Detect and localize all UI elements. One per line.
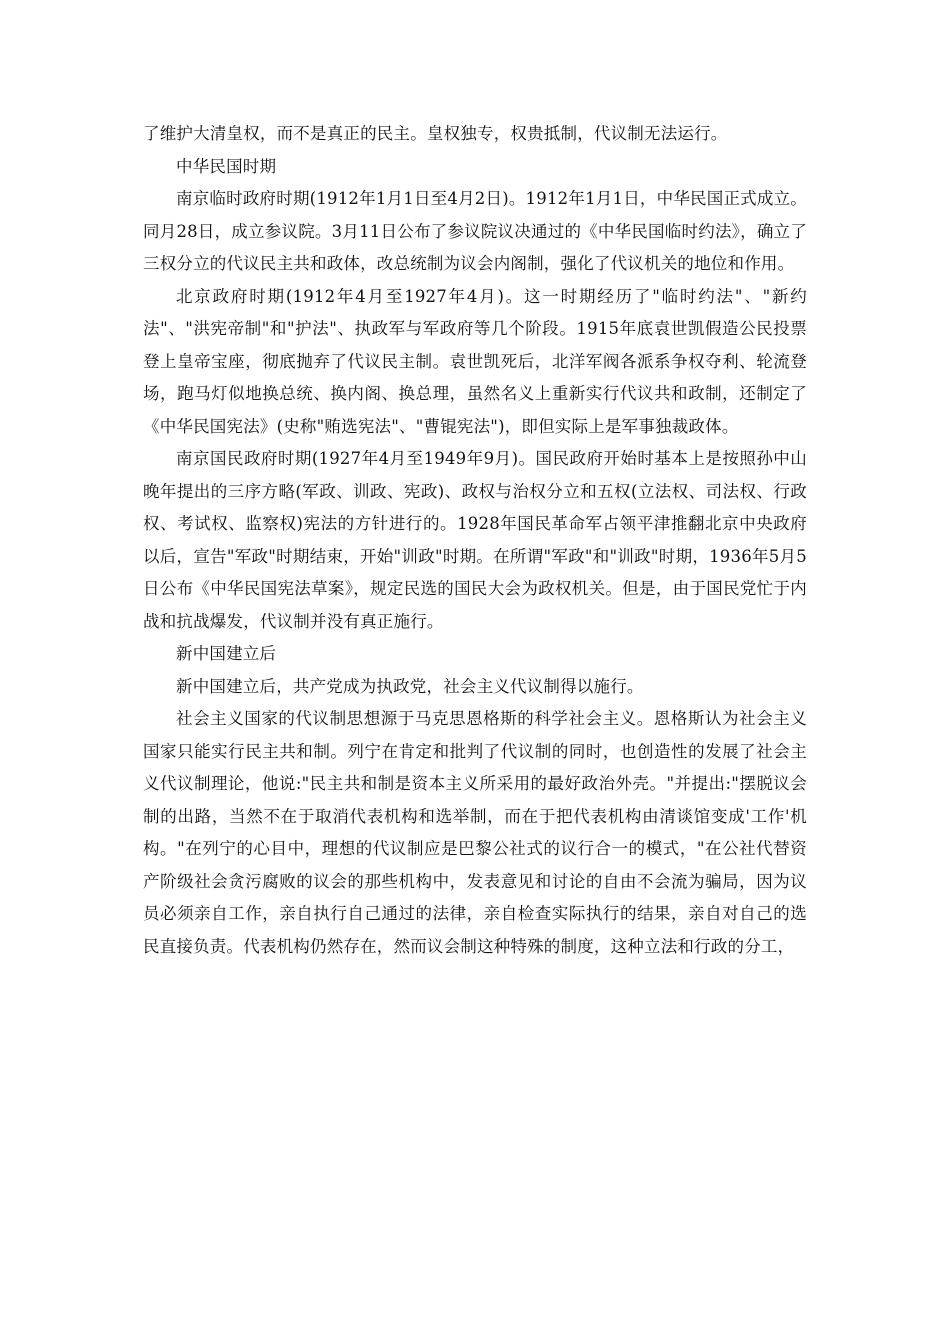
paragraph-socialist-representation: 社会主义国家的代议制思想源于马克思恩格斯的科学社会主义。恩格斯认为社会主义国家只能实行民主共和制。列宁在肯定和批判了代议制的同时，也创造性的发展了社会主义代议制理论，他说:"民主共和制是资本主义所采用的最好政治外壳。"并提出:"摆脱议会制的出路，当然不在于取消代表机构和选举制，而在于把代表机构由清谈馆变成'工作'机构。"在列宁的心目中，理想的代议制应是巴黎公社式的议行合一的模式，"在公社代替资产阶级社会贪污腐败的议会的那些机构中，发表意见和讨论的自由不会流为骗局，因为议员必须亲自工作，亲自执行自己通过的法律，亲自检查实际执行的结果，亲自对自己的选民直接负责。代表机构仍然存在，然而议会制这种特殊的制度，这种立法和行政的分工， [143,709,807,956]
paragraph-beijing-government: 北京政府时期(1912年4月至1927年4月)。这一时期经历了"临时约法"、"新约法"、"洪宪帝制"和"护法"、执政军与军政府等几个阶段。1915年底袁世凯假造公民投票登上皇帝宝座，彻底抛弃了代议民主制。袁世凯死后，北洋军阀各派系争权夺利、轮流登场，跑马灯似地换总统、换内阁、换总理，虽然名义上重新实行代议共和政制，还制定了《中华民国宪法》(史称"贿选宪法"、"曹锟宪法")，即但实际上是军事独裁政体。 [143,286,807,436]
paragraph-continuation: 了维护大清皇权，而不是真正的民主。皇权独专，权贵抵制，代议制无法运行。 [143,124,728,143]
paragraph-nanjing-national: 南京国民政府时期(1927年4月至1949年9月)。国民政府开始时基本上是按照孙中山晚年提出的三序方略(军政、训政、宪政)、政权与治权分立和五权(立法权、司法权、行政权、考试权、监察权)宪法的方针进行的。1928年国民革命军占领平津推翻北京中央政府以后，宣告"军政"时期结束，开始"训政"时期。在所谓"军政"和"训政"时期，1936年5月5日公布《中华民国宪法草案》，规定民选的国民大会为政权机关。但是，由于国民党忙于内战和抗战爆发，代议制并没有真正施行。 [143,449,807,631]
paragraph-nanjing-provisional: 南京临时政府时期(1912年1月1日至4月2日)。1912年1月1日，中华民国正式成立。同月28日，成立参议院。3月11日公布了参议院议决通过的《中华民国临时约法》，确立了三权分立的代议民主共和政体，改总统制为议会内阁制，强化了代议机关的地位和作用。 [143,189,807,273]
section-heading-roc: 中华民国时期 [176,156,277,176]
document-page [143,118,807,963]
paragraph-new-china: 新中国建立后，共产党成为执政党，社会主义代议制得以施行。 [176,676,644,696]
section-heading-new-china: 新中国建立后 [176,644,277,663]
